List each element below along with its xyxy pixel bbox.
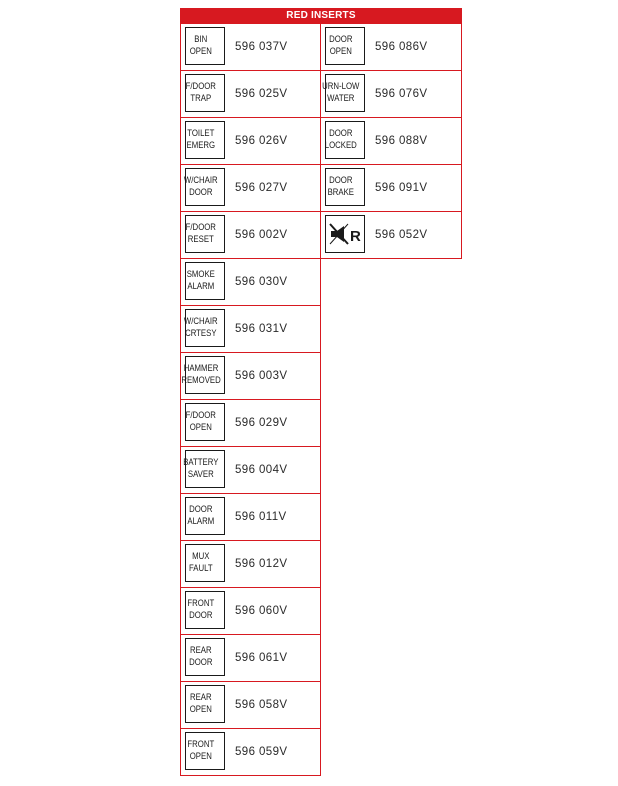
insert-cell: [180, 117, 321, 165]
part-number: 596 060V: [235, 605, 288, 617]
part-number: 596 004V: [235, 464, 288, 476]
part-number: 596 011V: [235, 511, 287, 523]
insert-label: W/CHAIR CRTESY: [184, 316, 219, 339]
insert-label: FRONT OPEN: [187, 739, 215, 762]
part-number: 596 037V: [235, 41, 288, 53]
insert-label-box: [185, 403, 225, 441]
part-number: 596 031V: [235, 323, 288, 335]
insert-label: HAMMER REMOVED: [181, 363, 221, 386]
insert-label-box: [325, 27, 365, 65]
insert-cell: [320, 70, 462, 118]
table-header: [180, 8, 462, 23]
part-number: 596 086V: [375, 41, 428, 53]
insert-label: F/DOOR OPEN: [186, 410, 217, 433]
insert-cell: [320, 164, 462, 212]
insert-label-box: [325, 121, 365, 159]
insert-label: URN-LOW WATER: [322, 81, 360, 104]
insert-label: DOOR ALARM: [187, 504, 215, 527]
insert-label-box: [185, 215, 225, 253]
right-column: [321, 23, 462, 259]
part-number: 596 076V: [375, 88, 428, 100]
insert-label-box: [185, 685, 225, 723]
icon-letter: R: [350, 228, 361, 245]
insert-cell: [180, 258, 321, 306]
part-number: 596 002V: [235, 229, 288, 241]
part-number: 596 058V: [235, 699, 288, 711]
insert-label: FRONT DOOR: [187, 598, 215, 621]
insert-label: MUX FAULT: [189, 551, 214, 574]
part-number: 596 052V: [375, 229, 428, 241]
insert-cell: [180, 681, 321, 729]
part-number: 596 025V: [235, 88, 288, 100]
part-number: 596 026V: [235, 135, 288, 147]
insert-cell: [180, 399, 321, 447]
insert-cell: [180, 70, 321, 118]
horn-muted-r-icon: [328, 220, 362, 248]
insert-label-box: [185, 309, 225, 347]
insert-cell: [180, 23, 321, 71]
insert-label: SMOKE ALARM: [187, 269, 216, 292]
insert-label: REAR DOOR: [189, 645, 213, 668]
insert-label: DOOR LOCKED: [325, 128, 358, 151]
insert-label-box: [185, 544, 225, 582]
insert-cell: [180, 352, 321, 400]
insert-cell: [180, 728, 321, 776]
insert-label: REAR OPEN: [190, 692, 213, 715]
insert-label-box: [185, 638, 225, 676]
insert-label-box: [325, 215, 365, 253]
part-number: 596 027V: [235, 182, 288, 194]
part-number: 596 091V: [375, 182, 428, 194]
insert-label: F/DOOR RESET: [186, 222, 217, 245]
insert-label-box: [181, 356, 225, 394]
insert-label: BIN OPEN: [190, 34, 213, 57]
insert-cell: [180, 211, 321, 259]
part-number: 596 029V: [235, 417, 288, 429]
insert-label: DOOR BRAKE: [327, 175, 355, 198]
insert-label-box: [185, 27, 225, 65]
insert-label-box: [325, 168, 365, 206]
insert-label-box: [185, 74, 225, 112]
insert-cell: [180, 305, 321, 353]
insert-cell: [320, 23, 462, 71]
part-number: 596 059V: [235, 746, 288, 758]
insert-label: TOILET EMERG: [186, 128, 216, 151]
insert-cell: [180, 164, 321, 212]
left-column: [180, 23, 321, 776]
insert-label-box: [185, 121, 225, 159]
insert-label-box: [185, 262, 225, 300]
insert-label-box: [322, 74, 365, 112]
insert-label-box: [185, 497, 225, 535]
insert-label: W/CHAIR DOOR: [184, 175, 219, 198]
part-number: 596 030V: [235, 276, 288, 288]
header-title: RED INSERTS: [286, 10, 356, 21]
insert-cell: [320, 211, 462, 259]
insert-cell: [180, 587, 321, 635]
insert-cell: [180, 446, 321, 494]
insert-cell: [180, 634, 321, 682]
insert-label-box: [185, 450, 225, 488]
insert-cell: [180, 493, 321, 541]
part-number: 596 012V: [235, 558, 288, 570]
part-number: 596 088V: [375, 135, 428, 147]
insert-label: BATTERY SAVER: [183, 457, 219, 480]
insert-label-box: [185, 591, 225, 629]
insert-cell: [180, 540, 321, 588]
insert-label-box: [185, 732, 225, 770]
insert-cell: [320, 117, 462, 165]
insert-label: DOOR OPEN: [329, 34, 353, 57]
insert-label: F/DOOR TRAP: [186, 81, 217, 104]
insert-label-box: [185, 168, 225, 206]
part-number: 596 003V: [235, 370, 288, 382]
part-number: 596 061V: [235, 652, 288, 664]
